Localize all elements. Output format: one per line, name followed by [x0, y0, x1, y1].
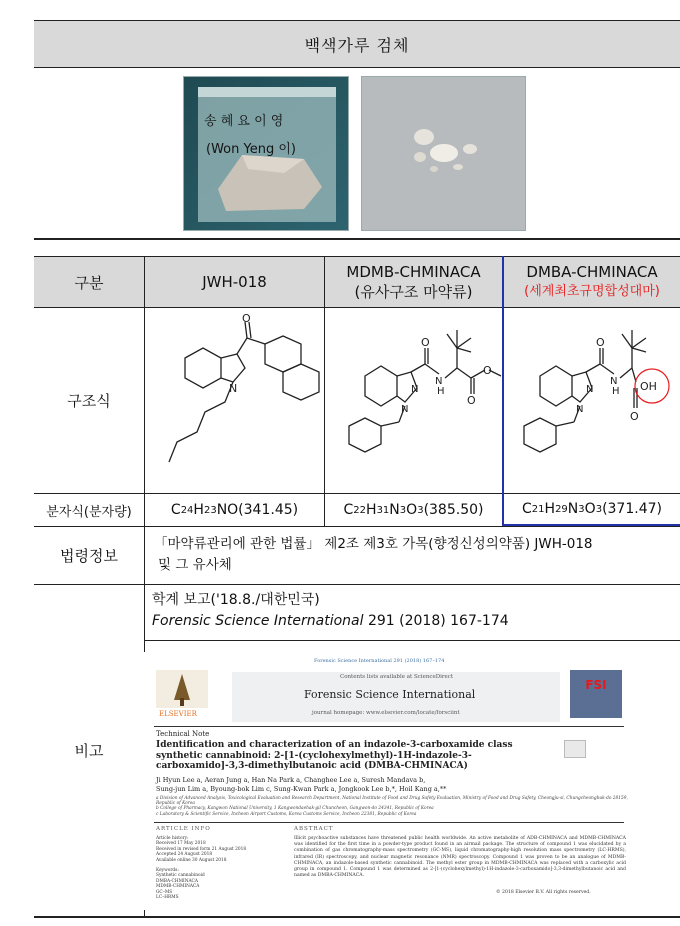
formula-part: N: [567, 501, 579, 517]
note-label: 비고: [74, 742, 104, 760]
formula-sub: 23: [203, 504, 217, 516]
formula-part: H: [366, 502, 377, 518]
svg-text:N: N: [610, 376, 618, 387]
article-info-heading: ARTICLE INFO: [156, 826, 211, 832]
formula-part: N: [389, 502, 400, 518]
formula-part: C: [343, 502, 354, 518]
journal-article-image: [144, 652, 668, 910]
note-citation: [152, 611, 509, 631]
keyword-line: Synthetic cannabinoid: [156, 873, 205, 879]
page-title: 백색가루 검체: [34, 20, 680, 68]
history-line: Available online 30 August 2018: [156, 857, 227, 863]
formula-part: O: [584, 501, 596, 517]
formula-dmba: [504, 494, 680, 524]
structure-jwh018: [145, 308, 324, 493]
svg-text:N: N: [586, 384, 594, 395]
section-divider: [34, 238, 680, 240]
keyword-line: Keywords:: [156, 868, 179, 873]
article-copyright: © 2018 Elsevier B.V. All rights reserved.: [496, 890, 591, 895]
keyword-line: DMBA-CHMINACA: [156, 878, 198, 884]
header-dmba-desc: (세계최초규명합성대마): [524, 284, 660, 299]
journal-cover-title: FSI: [585, 678, 607, 692]
formula-sub: 3: [578, 503, 585, 515]
powder-closeup-photo: [361, 76, 526, 231]
header-mdmb: [325, 257, 502, 307]
keyword-line: MDMB-CHMINACA: [156, 884, 200, 890]
article-affiliation: c Laboratory & Scientific Service, Incheon Airport Customs, Korea Customs Service, Incheon 22381, Republic of Korea: [156, 811, 417, 817]
formula-part: C: [522, 501, 532, 517]
svg-text:OH: OH: [640, 380, 657, 393]
formula-sub: 24: [180, 504, 194, 516]
formula-sub: 31: [376, 504, 390, 516]
svg-text:N: N: [229, 382, 238, 395]
note-separator: [144, 640, 680, 641]
svg-text:ELSEVIER: ELSEVIER: [159, 710, 197, 718]
article-title: [156, 740, 556, 772]
header-label: 구분: [34, 257, 144, 307]
history-line: Accepted 24 August 2018: [156, 852, 213, 858]
journal-name: Forensic Science International: [304, 688, 476, 701]
article-authors: [156, 776, 626, 794]
formula-sub: 22: [353, 504, 367, 516]
formula-part: C: [170, 502, 181, 518]
keyword-line: GC–MS: [156, 889, 173, 895]
journal-section: Technical Note: [156, 730, 210, 738]
history-line: Received in revised form 21 August 2018: [156, 846, 247, 852]
journal-divider: [154, 726, 624, 727]
journal-homepage: journal homepage: www.elsevier.com/locate/forsciint: [312, 710, 460, 716]
svg-text:O: O: [630, 410, 639, 423]
svg-text:O: O: [483, 364, 492, 377]
article-affiliations: [156, 796, 636, 817]
svg-text:N: N: [435, 376, 443, 387]
svg-text:N: N: [401, 404, 409, 415]
svg-text:O: O: [467, 394, 476, 407]
formula-sub: 21: [531, 503, 545, 515]
law-label: 법령정보: [60, 547, 118, 565]
article-title-line: carboxamido]-3,3-dimethylbutanoic acid (DMBA-CHMINACA): [156, 761, 468, 771]
formula-part: H: [193, 502, 204, 518]
law-text: [154, 534, 674, 576]
svg-text:O: O: [421, 336, 430, 349]
article-affiliation: b College of Pharmacy, Kangwon National University, 1 Kangwondaehak-gil Chuncheon, Gangwon-do 24341, Republic of Korea: [156, 806, 434, 812]
structure-dmba: [504, 308, 680, 493]
header-jwh018: JWH-018: [145, 257, 324, 307]
article-keywords: [156, 868, 276, 900]
svg-text:송 혜 요 이 영: 송 혜 요 이 영: [204, 114, 284, 129]
note-journal-ref: 291 (2018) 167-174: [363, 613, 509, 629]
article-affiliation: a Division of Advanced Analysis, Toxicological Evaluation and Research Department, National Institute of Food and Drug Safety Evaluation, Ministry of Food and Drug Safety, Cheongju-si, Chungcheongbuk-do 28159, Republic of Korea: [156, 796, 628, 807]
article-authors-line: Sung-jun Lim a, Byoung-bok Lim c, Sung-Kwan Park a, Jongkook Lee b,*, Hoil Kang a,**: [156, 785, 447, 793]
keyword-line: LC–HRMS: [156, 895, 179, 901]
svg-text:H: H: [612, 386, 620, 397]
article-history: [156, 836, 276, 863]
history-line: Received 17 May 2018: [156, 841, 206, 847]
journal-top-ref: Forensic Science International 291 (2018) 167–174: [314, 658, 445, 664]
formula-part: H: [544, 501, 556, 517]
svg-text:O: O: [242, 312, 251, 325]
article-abstract: Illicit psychoactive substances have threatened public health worldwide. An active metabolite of ADB-CHMINACA and MDMB-CHMINACA was identified for the first time in a powder-type product found in an airmail package. The structure of compound 1 was elucidated by a combination of gas chromatography-mass spectrometry (GC-MS), liquid chromatography-high resolution mass spectrometry (LC-HRMS), infrared (IR) spectroscopy, and nuclear magnetic resonance (NMR) spectroscopy. Compound 1 was proven to be an analogue of MDMB-CHMINACA, an indazole-based synthetic cannabinoid. The methyl ester group in MDMB-CHMINACA was replaced with a carboxylic acid group in compound 1. Compound 1 was determined as 2-[1-(cyclohexylmethyl)-1H-indazole-3-carboxamido]-3,3-dimethylbutanoic acid and named as DMBA-CHMINACA.: [294, 836, 626, 879]
structure-mdmb: [325, 308, 502, 493]
journal-divider: [154, 822, 624, 823]
svg-text:H: H: [437, 386, 445, 397]
article-authors-line: Ji Hyun Lee a, Aeran Jung a, Han Na Park a, Changhee Lee a, Suresh Mandava b,: [156, 776, 426, 784]
journal-cover: [570, 670, 622, 718]
history-line: Article history:: [156, 836, 189, 841]
formula-part: O: [406, 502, 418, 518]
formula-mdmb: [325, 494, 502, 526]
formula-part: (371.47): [602, 501, 662, 517]
structure-label: 구조식: [67, 392, 111, 410]
header-mdmb-desc: (유사구조 마약류): [354, 283, 473, 301]
elsevier-logo: [156, 670, 208, 718]
formula-sub: 3: [595, 503, 603, 515]
article-abstract-heading: ABSTRACT: [294, 826, 334, 832]
note-journal-name: Forensic Science International: [152, 613, 364, 629]
formula-label: 분자식(분자량): [46, 504, 132, 520]
table-bottom-line: [34, 916, 680, 918]
crossmark-icon: [564, 740, 586, 758]
formula-jwh018: [145, 494, 324, 526]
svg-text:O: O: [596, 336, 605, 349]
article-title-line: synthetic cannabinoid: 2-[1-(cyclohexylmethyl)-1H-indazole-3-: [156, 750, 472, 761]
svg-text:N: N: [576, 404, 584, 415]
sample-bag-photo: [183, 76, 349, 231]
formula-part: (385.50): [423, 502, 484, 518]
formula-sub: 3: [399, 504, 407, 516]
journal-contents: Contents lists available at ScienceDirect: [340, 674, 454, 680]
article-title-line: Identification and characterization of an indazole-3-carboxamide class: [156, 740, 513, 750]
law-text-line2: 및 그 유사체: [158, 557, 232, 573]
formula-sub: 3: [417, 504, 424, 516]
formula-sub: 29: [555, 503, 568, 515]
law-text-line1: 「마약류관리에 관한 법률」 제2조 제3호 가목(향정신성의약품) JWH-018: [154, 536, 593, 552]
svg-text:(Won Yeng 이): (Won Yeng 이): [206, 142, 296, 157]
note-report: 학계 보고('18.8./대한민국): [152, 592, 320, 608]
formula-part: NO(341.45): [216, 502, 299, 518]
header-dmba-name: DMBA-CHMINACA: [526, 263, 658, 281]
header-dmba: [504, 257, 680, 307]
header-mdmb-name: MDMB-CHMINACA: [346, 263, 481, 281]
svg-text:N: N: [411, 384, 419, 395]
